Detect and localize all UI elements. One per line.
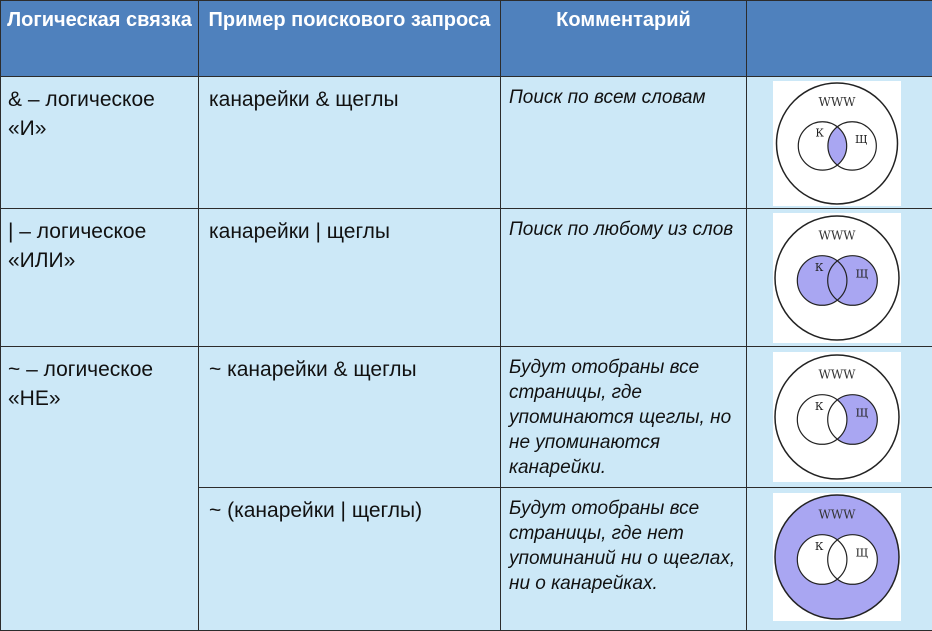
universe-label: WWW [818,229,856,243]
query-or: канарейки | щеглы [199,209,501,347]
venn-diagram-and [773,81,901,206]
header-diagram [747,1,932,77]
set-b-label: Щ [855,133,868,146]
set-a-label: К [815,400,824,413]
set-a-label: К [815,540,824,553]
header-connective: Логическая связка [1,1,199,77]
universe-label: WWW [818,508,856,522]
set-a-label: К [815,127,824,140]
comment-not-or: Будут отобраны все страницы, где нет упоминаний ни о щеглах, ни о канарейках. [501,488,747,631]
table-header-row [1,1,932,77]
comment-or: Поиск по любому из слов [501,209,747,347]
comment-not-and: Будут отобраны все страницы, где упоминаются щеглы, но не упоминаются канарейки. [501,347,747,488]
table-row [1,209,932,347]
venn-diagram-not-and [773,352,901,482]
table-row [1,77,932,209]
query-not-or: ~ (канарейки | щеглы) [199,488,501,631]
header-comment: Комментарий [501,1,747,77]
query-not-and: ~ канарейки & щеглы [199,347,501,488]
set-b-label: Щ [856,407,869,420]
comment-and: Поиск по всем словам [501,77,747,209]
venn-diagram-or [773,213,901,343]
venn-cell-not-and [747,347,932,488]
connective-or: | – логическое «ИЛИ» [1,209,199,347]
set-b-label: Щ [856,547,869,560]
universe-label: WWW [818,368,856,382]
set-b-label: Щ [856,268,869,281]
set-a-label: К [815,261,824,274]
venn-cell-or [747,209,932,347]
venn-cell-and [747,77,932,209]
table-row [1,347,932,488]
universe-label: WWW [818,95,856,109]
query-and: канарейки & щеглы [199,77,501,209]
venn-cell-not-or [747,488,932,631]
connective-and: & – логическое «И» [1,77,199,209]
header-query-example: Пример поискового запроса [199,1,501,77]
connective-not: ~ – логическое «НЕ» [1,347,199,631]
venn-diagram-not-or [773,493,901,621]
